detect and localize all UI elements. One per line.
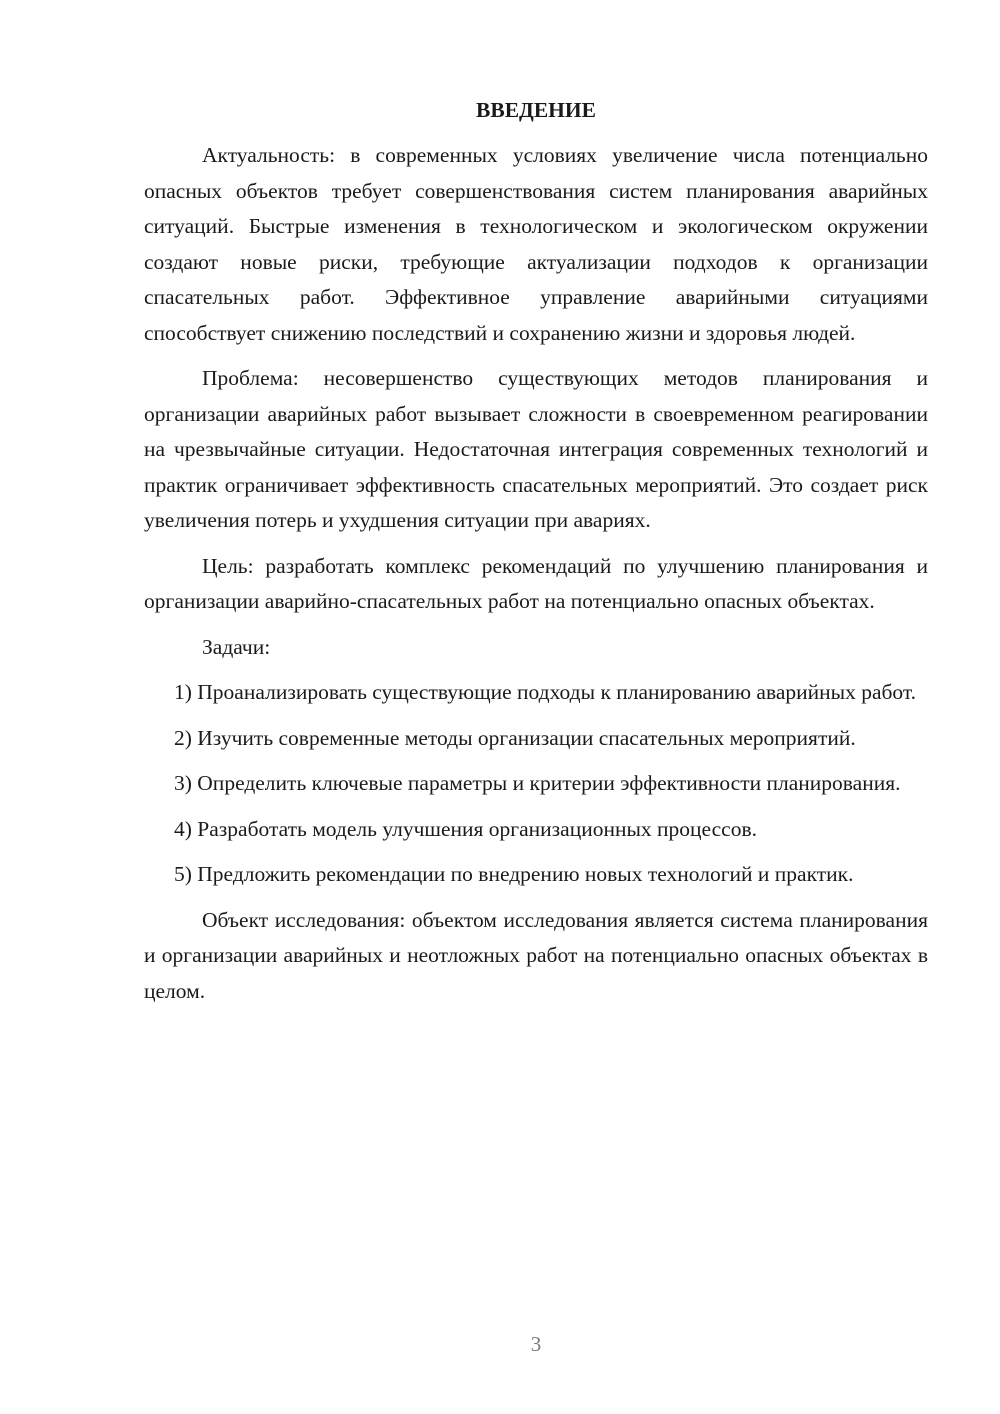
paragraph-relevance: Актуальность: в современных условиях увеличение числа потенциально опасных объектов требует совершенствования систем планирования аварийных ситуаций. Быстрые изменения в технологическом и экологическом окружении создают новые риски, требующие актуализации подходов к организации спасательных работ. Эффективное управление аварийными ситуациями способствует снижению последствий и сохранению жизни и здоровья людей. [144,143,928,345]
page-content [144,96,928,1019]
task-item: 3) Определить ключевые параметры и критерии эффективности планирования. [174,771,901,795]
page-number: 3 [530,1332,542,1356]
paragraph-problem: Проблема: несовершенство существующих методов планирования и организации аварийных работ вызывает сложности в своевременном реагировании на чрезвычайные ситуации. Недостаточная интеграция современных технологий и практик ограничивает эффективность спасательных мероприятий. Это создает риск увеличения потерь и ухудшения ситуации при авариях. [144,366,928,532]
page-title: ВВЕДЕНИЕ [476,98,596,122]
paragraph-goal: Цель: разработать комплекс рекомендаций по улучшению планирования и организации аварийно-спасательных работ на потенциально опасных объектах. [144,553,928,613]
task-item: 4) Разработать модель улучшения организационных процессов. [174,816,757,841]
task-item: 2) Изучить современные методы организации спасательных мероприятий. [174,725,856,750]
task-item: 5) Предложить рекомендации по внедрению новых технологий и практик. [174,862,854,886]
tasks-heading: Задачи: [202,634,271,659]
paragraph-object: Объект исследования: объектом исследования является система планирования и организации аварийных и неотложных работ на потенциально опасных объектах в целом. [144,907,928,1003]
task-item: 1) Проанализировать существующие подходы к планированию аварийных работ. [174,680,917,704]
